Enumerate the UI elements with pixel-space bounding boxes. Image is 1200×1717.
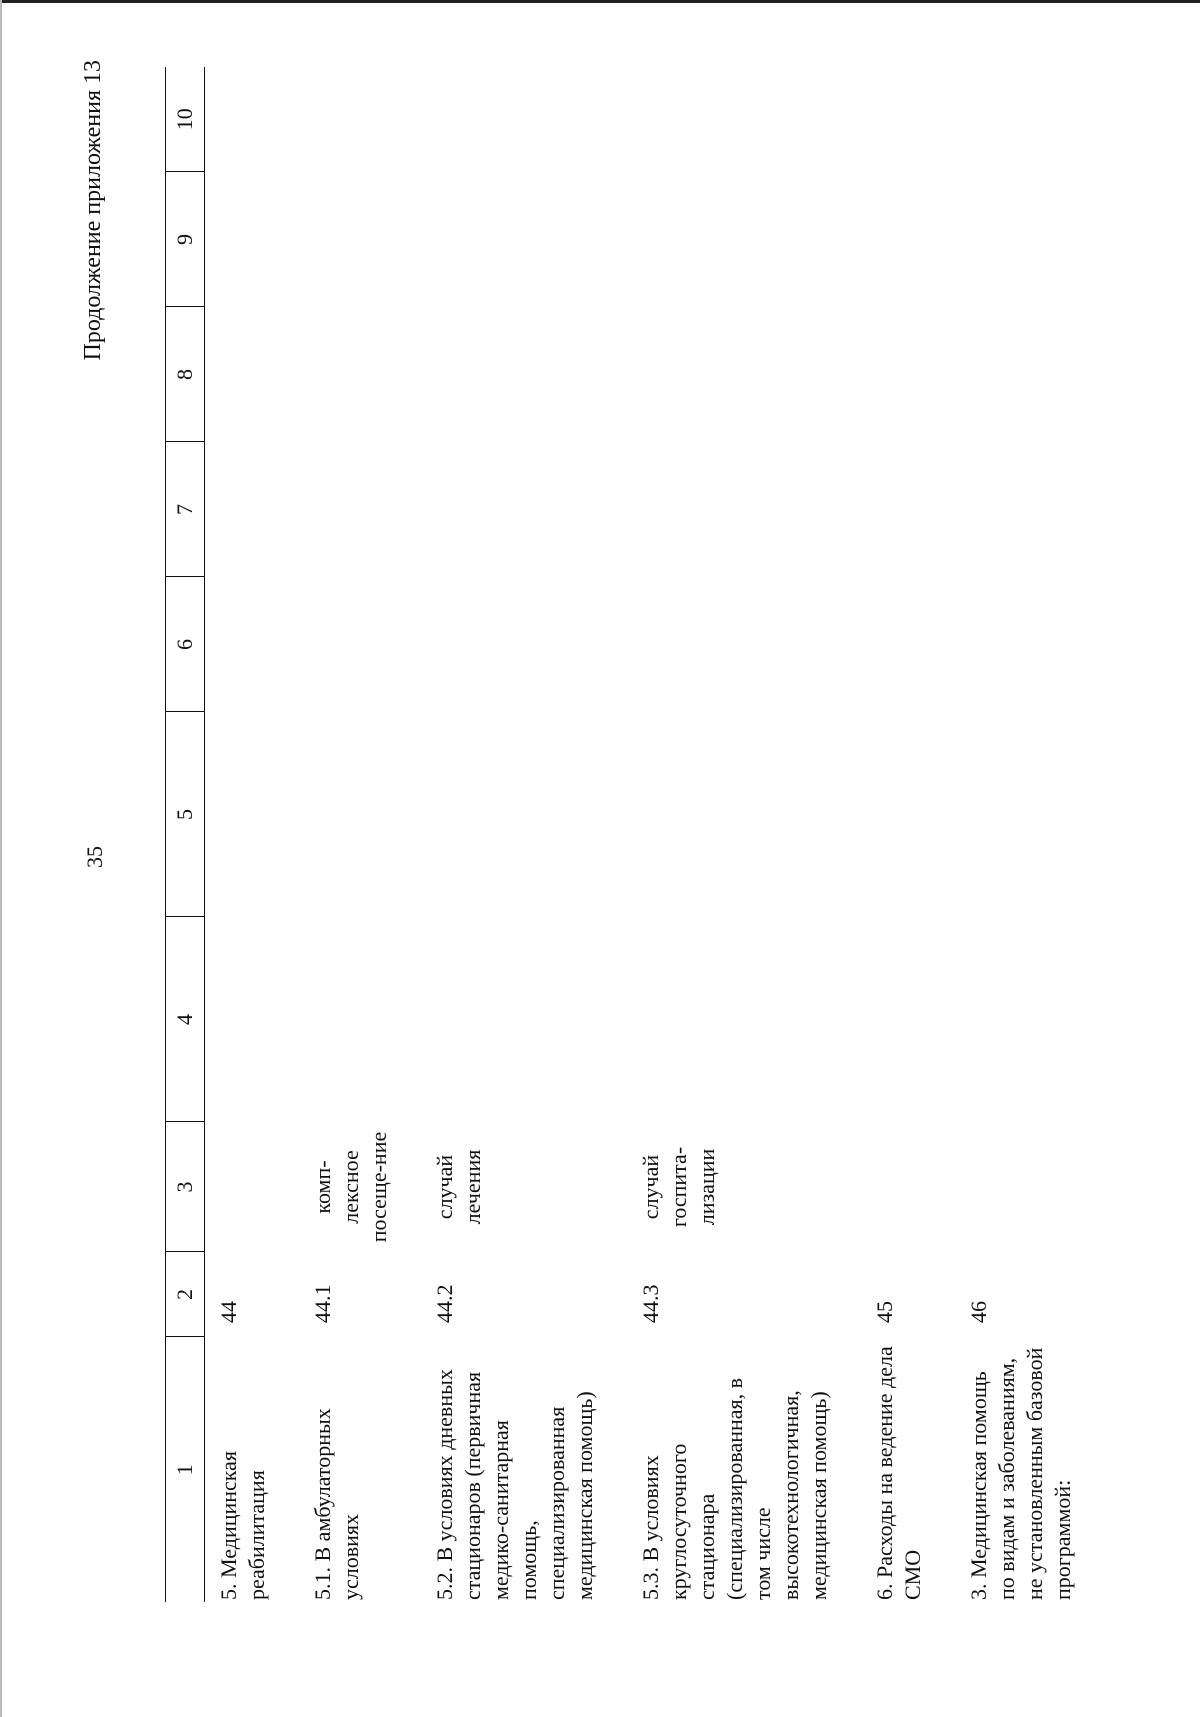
column-header: 5 (166, 712, 205, 917)
row-unit (861, 1122, 955, 1252)
row-name: 3. Медицинская помощь по видам и заболеваниям, не установленным базовой программой: (966, 1347, 1075, 1600)
table-row (205, 67, 300, 1602)
column-header: 1 (166, 1337, 205, 1602)
page-number: 35 (82, 846, 107, 868)
row-unit (955, 1122, 1105, 1252)
table-row (627, 67, 861, 1602)
column-header: 4 (166, 917, 205, 1122)
column-header: 9 (166, 172, 205, 307)
table-row (955, 67, 1105, 1602)
column-header: 8 (166, 307, 205, 442)
table-row (421, 67, 627, 1602)
row-name: 6. Расходы на ведение дела СМО (872, 1346, 925, 1600)
row-code: 45 (872, 1301, 897, 1323)
row-unit: случай лечения (432, 1149, 485, 1225)
column-header: 10 (166, 67, 205, 172)
row-name: 5.1. В амбулаторных условиях (310, 1408, 363, 1600)
row-code: 44.1 (310, 1284, 335, 1323)
column-number-row (166, 67, 205, 1602)
row-unit (205, 1122, 300, 1252)
row-code: 46 (966, 1301, 991, 1323)
column-header: 7 (166, 442, 205, 577)
row-code: 44.3 (638, 1284, 663, 1323)
row-name: 5.2. В условиях дневных стационаров (первичная медико-санитарная помощь, специализированная медицинская помощь) (432, 1369, 597, 1600)
row-code: 44 (216, 1301, 241, 1323)
row-unit: комп-лексное посеще-ние (310, 1131, 391, 1243)
data-table (165, 67, 1105, 1602)
row-name: 5. Медицинская реабилитация (216, 1450, 269, 1600)
row-unit: случай госпита-лизации (638, 1146, 719, 1228)
table-row (861, 67, 955, 1602)
column-header: 3 (166, 1122, 205, 1252)
column-header: 6 (166, 577, 205, 712)
row-code: 44.2 (432, 1284, 457, 1323)
row-name: 5.3. В условиях круглосуточного стационара (специализированная, в том числе высокотехнологичная, медицинская помощь) (638, 1377, 831, 1600)
table-row (299, 67, 421, 1602)
column-header: 2 (166, 1252, 205, 1337)
appendix-caption: Продолжение приложения 13 (80, 60, 106, 361)
